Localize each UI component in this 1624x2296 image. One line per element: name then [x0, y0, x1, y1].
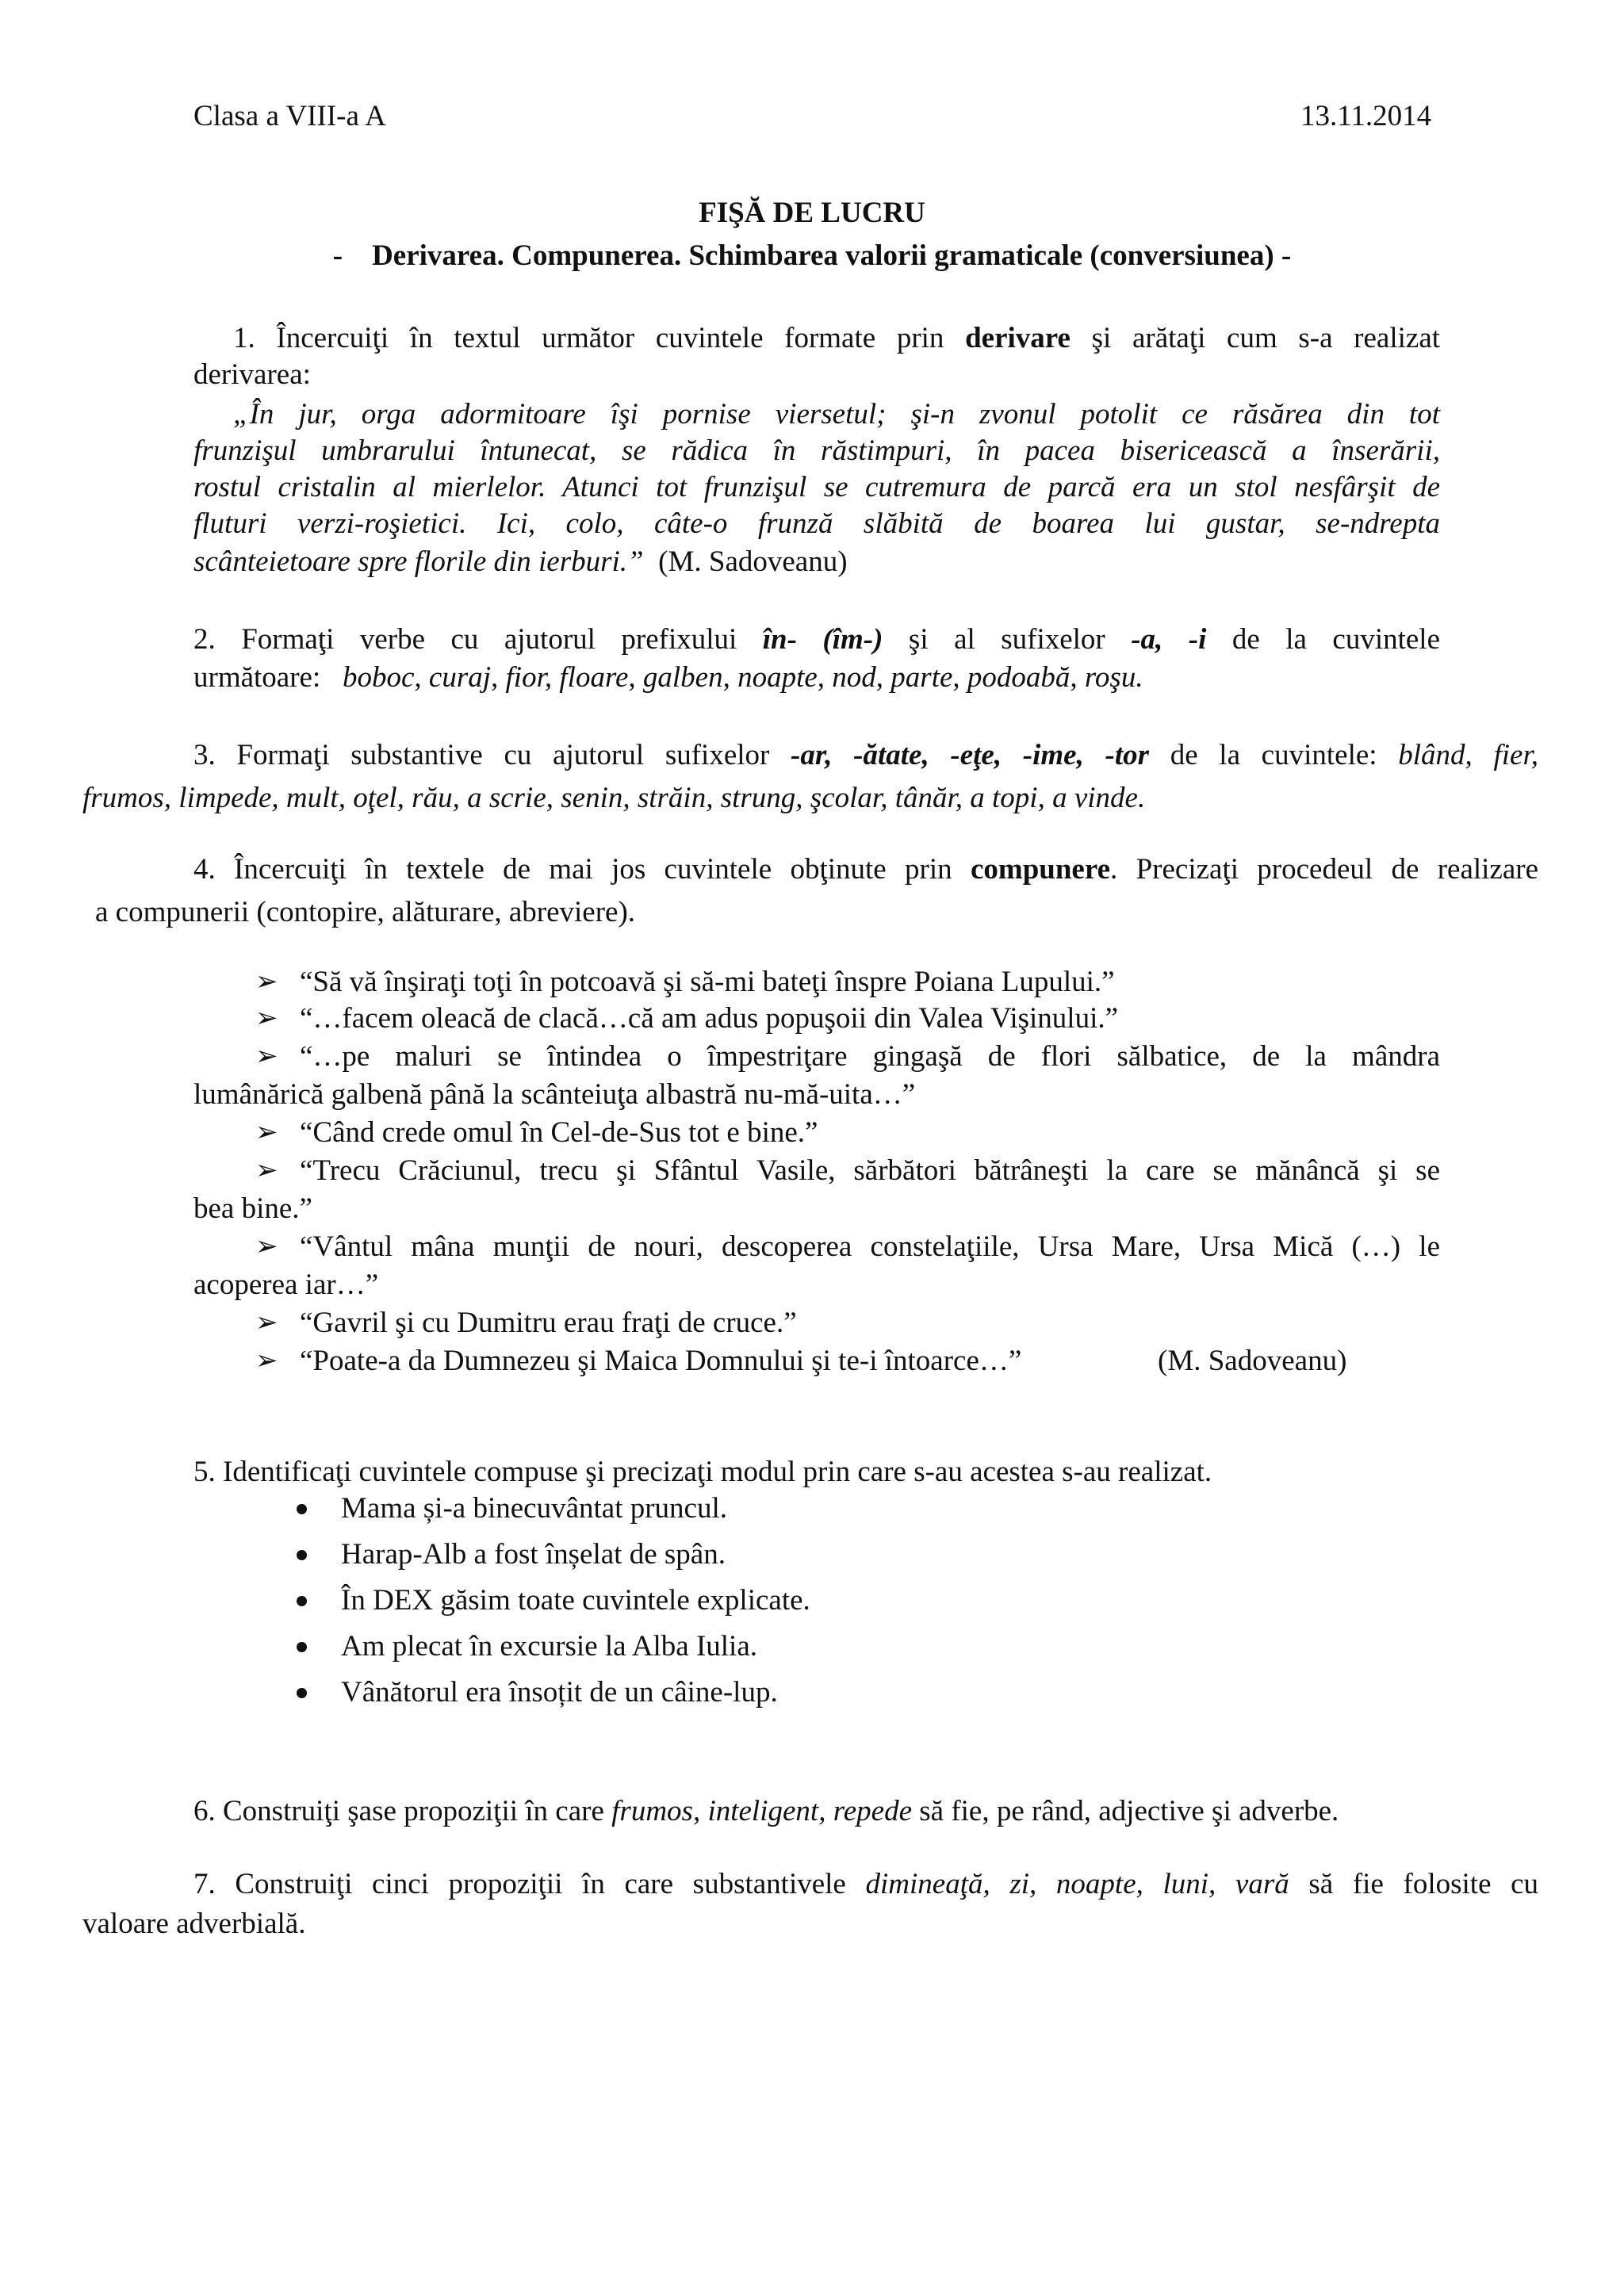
ex4-item-1: “Să vă înşiraţi toţi în potcoavă şi să-mi bateţi înspre Poiana Lupului.”: [300, 966, 1115, 998]
bullet-arrow-icon: ➢: [255, 1346, 278, 1376]
ex4-instruction-line2: a compunerii (contopire, alăturare, abreviere).: [95, 896, 636, 928]
ex4-instruction: 4. Încercuiţi în textele de mai jos cuvintele obţinute prin compunere. Precizaţi procedeul de realizare: [193, 853, 1539, 886]
ex4-item-2: “…facem oleacă de clacă…că am adus popuşoii din Valea Vişinului.”: [300, 1002, 1119, 1035]
ex5-item-4: Am plecat în excursie la Alba Iulia.: [341, 1630, 758, 1663]
ex5-item-1: Mama și-a binecuvântat pruncul.: [341, 1492, 727, 1525]
ex7-instruction: 7. Construiţi cinci propoziţii în care substantivele dimineaţă, zi, noapte, luni, vară să fie folosite cu: [193, 1868, 1539, 1900]
ex3-instruction: 3. Formaţi substantive cu ajutorul sufixelor -ar, -ătate, -eţe, -ime, -tor de la cuvintele: blând, fier,: [193, 739, 1539, 771]
bullet-dot-icon: [297, 1550, 307, 1560]
bullet-dot-icon: [297, 1642, 307, 1652]
ex6-instruction: 6. Construiţi şase propoziţii în care frumos, inteligent, repede să fie, pe rând, adjective şi adverbe.: [193, 1795, 1339, 1827]
bullet-dot-icon: [297, 1504, 307, 1514]
ex4-item-7: “Gavril şi cu Dumitru erau fraţi de cruce.”: [300, 1307, 797, 1339]
ex1-quote-line-4: fluturi verzi-roşietici. Ici, colo, câte-o frunză slăbită de boarea lui gustar, se-ndrepta: [193, 507, 1440, 540]
ex7-instruction-line2: valoare adverbială.: [82, 1908, 306, 1940]
ex1-instruction: 1. Încercuiţi în textul următor cuvintele formate prin derivare şi arătaţi cum s-a realizat: [233, 322, 1441, 354]
ex5-item-5: Vânătorul era însoțit de un câine-lup.: [341, 1676, 778, 1709]
bullet-dot-icon: [297, 1596, 307, 1606]
bullet-arrow-icon: ➢: [255, 1232, 278, 1261]
bullet-arrow-icon: ➢: [255, 1308, 278, 1337]
ex1-quote-line-5: scânteietoare spre florile din ierburi.” (M. Sadoveanu): [193, 545, 848, 578]
ex5-item-2: Harap-Alb a fost înșelat de spân.: [341, 1538, 726, 1571]
ex4-item-5-line2: bea bine.”: [193, 1192, 312, 1225]
ex4-item-3: “…pe maluri se întindea o împestriţare gingaşă de flori sălbatice, de la mândra: [300, 1040, 1440, 1073]
bullet-arrow-icon: ➢: [255, 1004, 278, 1033]
ex1-quote-line-3: rostul cristalin al mierlelor. Atunci tot frunzişul se cutremura de parcă era un stol nesfârşit de: [193, 471, 1440, 503]
ex1-quote-line-1: „În jur, orga adormitoare îşi pornise viersetul; şi-n zvonul potolit ce răsărea din tot: [233, 398, 1440, 430]
ex3-instruction-line2: frumos, limpede, mult, oţel, rău, a scrie, senin, străin, strung, şcolar, tânăr, a topi, a vinde.: [82, 782, 1146, 814]
ex4-item-6: “Vântul mâna munţii de nouri, descoperea constelaţiile, Ursa Mare, Ursa Mică (…) le: [300, 1230, 1440, 1263]
ex5-instruction: 5. Identificaţi cuvintele compuse şi precizaţi modul prin care s-au acestea s-au realizat.: [193, 1456, 1212, 1488]
page-subtitle: - Derivarea. Compunerea. Schimbarea valorii gramaticale (conversiunea) -: [332, 239, 1292, 272]
ex4-author: (M. Sadoveanu): [1158, 1345, 1347, 1377]
bullet-arrow-icon: ➢: [255, 1118, 278, 1147]
class-label: Clasa a VIII-a A: [193, 100, 386, 132]
ex1-instruction-line2: derivarea:: [193, 358, 311, 391]
ex1-quote-line-2: frunzişul umbrarului întunecat, se rădica în răstimpuri, în pacea bisericească a înserării,: [193, 434, 1440, 467]
bullet-arrow-icon: ➢: [255, 1156, 278, 1185]
page-title: FIŞĂ DE LUCRU: [699, 197, 925, 229]
bullet-arrow-icon: ➢: [255, 1042, 278, 1071]
ex2-instruction-line2: următoare: boboc, curaj, fior, floare, galben, noapte, nod, parte, podoabă, roşu.: [193, 661, 1143, 694]
ex4-item-8: “Poate-a da Dumnezeu şi Maica Domnului şi te-i întoarce…”: [300, 1345, 1022, 1377]
ex4-item-5: “Trecu Crăciunul, trecu şi Sfântul Vasile, sărbători bătrâneşti la care se mănâncă şi se: [300, 1154, 1440, 1187]
ex4-item-3-line2: lumânărică galbenă până la scânteiuţa albastră nu-mă-uita…”: [193, 1078, 916, 1111]
date-label: 13.11.2014: [1300, 100, 1432, 132]
ex4-item-4: “Când crede omul în Cel-de-Sus tot e bine.”: [300, 1116, 818, 1149]
bullet-dot-icon: [297, 1688, 307, 1698]
ex2-instruction: 2. Formaţi verbe cu ajutorul prefixului în- (îm-) şi al sufixelor -a, -i de la cuvintele: [193, 623, 1441, 656]
ex4-item-6-line2: acoperea iar…”: [193, 1269, 379, 1301]
ex5-item-3: În DEX găsim toate cuvintele explicate.: [341, 1584, 810, 1617]
ex1-author: (M. Sadoveanu): [658, 545, 848, 578]
bullet-arrow-icon: ➢: [255, 967, 278, 997]
